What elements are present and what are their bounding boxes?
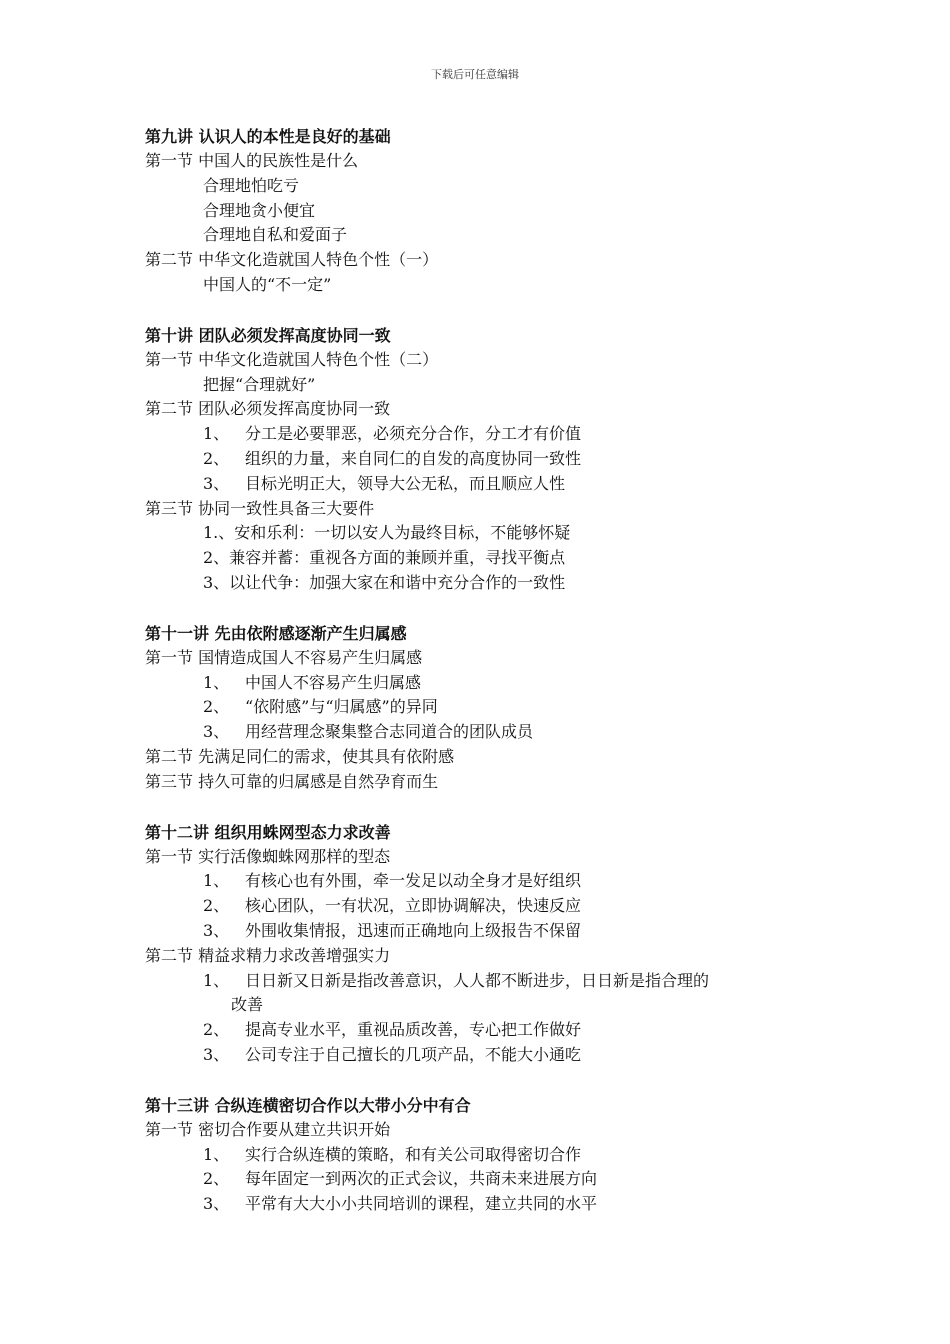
topic-line: 中国人的“不一定” (203, 274, 332, 294)
item-text-continued: 改善 (231, 995, 264, 1015)
item-number: 1、 (203, 1144, 230, 1164)
item-text: 核心团队，一有状况，立即协调解决，快速反应 (245, 896, 582, 916)
item-text: 中国人不容易产生归属感 (245, 672, 422, 692)
item-text: 外围收集情报，迅速而正确地向上级报告不保留 (245, 920, 582, 940)
numbered-item: 2、兼容并蓄：重视各方面的兼顾并重，寻找平衡点 (203, 548, 566, 568)
numbered-item (145, 919, 825, 944)
item-number: 3、 (203, 920, 230, 940)
numbered-item (145, 969, 825, 1019)
section-heading: 第一节 实行活像蜘蛛网那样的型态 (145, 846, 391, 866)
section-heading: 第二节 先满足同仁的需求，使其具有依附感 (145, 746, 455, 766)
section-heading: 第一节 中华文化造就国人特色个性（二） (145, 349, 439, 369)
numbered-item (145, 1018, 825, 1043)
section-heading: 第二节 精益求精力求改善增强实力 (145, 945, 391, 965)
item-text: 实行合纵连横的策略，和有关公司取得密切合作 (245, 1144, 582, 1164)
spacer (145, 1068, 825, 1093)
numbered-item (145, 671, 825, 696)
section-heading: 第一节 密切合作要从建立共识开始 (145, 1119, 391, 1139)
section-heading: 第二节 团队必须发挥高度协同一致 (145, 399, 391, 419)
section-heading: 第一节 中国人的民族性是什么 (145, 151, 359, 170)
lecture-heading: 第十三讲 合纵连横密切合作以大带小分中有合 (145, 1095, 471, 1115)
item-number: 3、 (203, 1044, 230, 1064)
item-text: 公司专注于自己擅长的几项产品，不能大小通吃 (245, 1044, 582, 1064)
item-text: 目标光明正大，领导大公无私，而且顺应人性 (245, 473, 566, 493)
item-number: 2、 (203, 697, 230, 717)
item-number: 2、 (203, 1020, 230, 1040)
item-number: 2、 (203, 1169, 230, 1189)
item-text: 用经营理念聚集整合志同道合的团队成员 (245, 722, 534, 742)
item-number: 3、 (203, 1194, 230, 1214)
lecture-heading: 第九讲 认识人的本性是良好的基础 (145, 127, 391, 146)
section-heading: 第一节 国情造成国人不容易产生归属感 (145, 647, 423, 667)
item-text: 日日新又日新是指改善意识，人人都不断进步，日日新是指合理的 (245, 970, 710, 990)
lecture-heading: 第十讲 团队必须发挥高度协同一致 (145, 325, 391, 345)
spacer (145, 298, 825, 323)
item-text: 每年固定一到两次的正式会议，共商未来进展方向 (245, 1169, 598, 1189)
item-text: 平常有大大小小共同培训的课程，建立共同的水平 (245, 1194, 598, 1214)
item-number: 1、 (203, 672, 230, 692)
numbered-item: 3、以让代争：加强大家在和谐中充分合作的一致性 (203, 572, 566, 592)
item-text: “依附感”与“归属感”的异同 (245, 697, 438, 717)
section-heading: 第三节 持久可靠的归属感是自然孕育而生 (145, 771, 439, 791)
section-heading: 第三节 协同一致性具备三大要件 (145, 498, 375, 518)
numbered-item (145, 422, 825, 447)
item-number: 1、 (203, 424, 230, 444)
lecture-heading: 第十一讲 先由依附感逐渐产生归属感 (145, 623, 407, 643)
item-number: 2、 (203, 896, 230, 916)
item-number: 3、 (203, 722, 230, 742)
item-number: 2、 (203, 448, 230, 468)
numbered-item (145, 447, 825, 472)
numbered-item (145, 869, 825, 894)
topic-line: 合理地怕吃亏 (203, 175, 300, 195)
item-text: 组织的力量，来自同仁的自发的高度协同一致性 (245, 448, 582, 468)
page-header-note: 下载后可任意编辑 (431, 68, 519, 81)
spacer (145, 795, 825, 820)
numbered-item (145, 1143, 825, 1168)
item-number: 3、 (203, 473, 230, 493)
numbered-item: 1.、安和乐利：一切以安人为最终目标，不能够怀疑 (203, 523, 571, 543)
numbered-item (145, 472, 825, 497)
numbered-item (145, 720, 825, 745)
item-text: 提高专业水平，重视品质改善，专心把工作做好 (245, 1020, 582, 1040)
numbered-item (145, 894, 825, 919)
section-heading: 第二节 中华文化造就国人特色个性（一） (145, 250, 439, 270)
topic-line: 合理地贪小便宜 (203, 200, 316, 220)
spacer (145, 596, 825, 621)
item-text: 分工是必要罪恶，必须充分合作，分工才有价值 (245, 424, 582, 444)
item-number: 1、 (203, 970, 230, 990)
topic-line: 合理地自私和爱面子 (203, 225, 348, 245)
topic-line: 把握“合理就好” (203, 374, 316, 394)
numbered-item (145, 1043, 825, 1068)
document-body (145, 124, 825, 1217)
numbered-item (145, 1192, 825, 1217)
numbered-item (145, 695, 825, 720)
item-number: 1、 (203, 871, 230, 891)
numbered-item (145, 1167, 825, 1192)
item-text: 有核心也有外围，牵一发足以动全身才是好组织 (245, 871, 582, 891)
lecture-heading: 第十二讲 组织用蛛网型态力求改善 (145, 822, 391, 842)
